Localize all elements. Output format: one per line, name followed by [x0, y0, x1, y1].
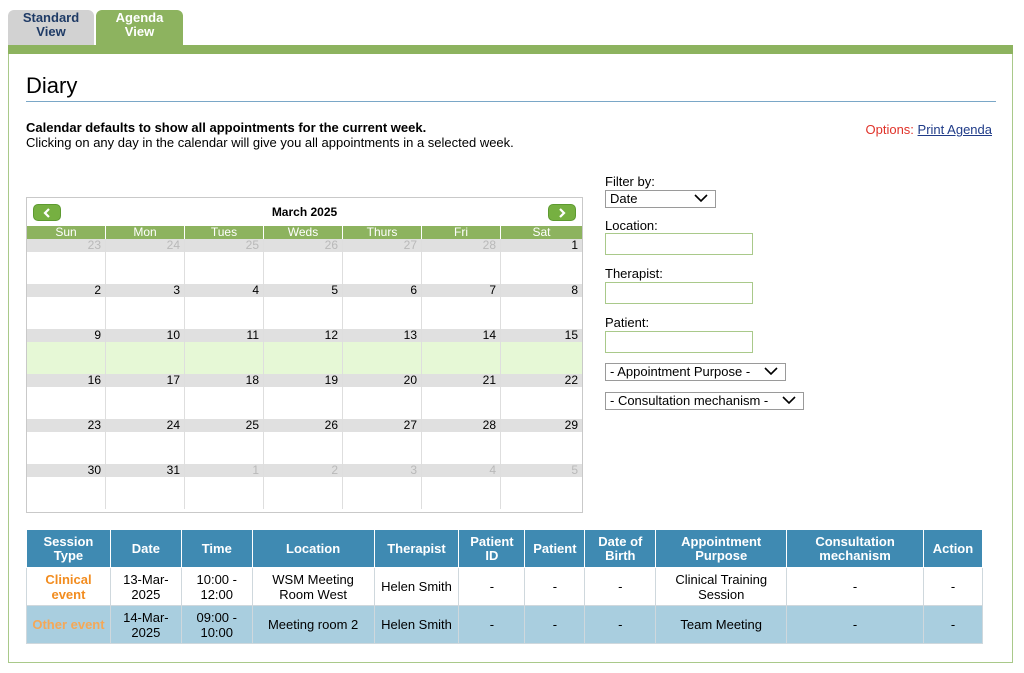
day-number: 7 — [422, 284, 500, 297]
calendar-week[interactable] — [27, 284, 582, 329]
calendar-day[interactable] — [343, 419, 422, 464]
page-title: Diary — [26, 73, 78, 98]
time-cell: 10:00 - 12:00 — [181, 568, 252, 606]
column-header[interactable]: Date of Birth — [585, 530, 656, 568]
day-cell-body — [185, 252, 263, 284]
mechanism-cell: - — [787, 606, 924, 644]
weekday-label: Fri — [422, 226, 501, 239]
tab-standard-view[interactable]: Standard View — [8, 10, 94, 45]
calendar-month: March 2025 — [271, 205, 338, 219]
day-cell-body — [185, 297, 263, 329]
location-cell: Meeting room 2 — [252, 606, 374, 644]
calendar-weekday-header — [27, 226, 582, 239]
tab-agenda-view[interactable]: Agenda View — [96, 10, 183, 45]
day-cell-body — [422, 252, 500, 284]
calendar-week[interactable] — [27, 329, 582, 374]
day-cell-body — [27, 432, 105, 464]
appointments-table — [26, 529, 983, 644]
patient-id-cell: - — [459, 606, 525, 644]
day-cell-body — [343, 432, 421, 464]
day-cell-body — [343, 477, 421, 509]
options — [866, 122, 993, 137]
day-number: 4 — [422, 464, 500, 477]
day-cell-body — [501, 387, 582, 419]
purpose-cell: Clinical Training Session — [656, 568, 787, 606]
mechanism-cell: - — [787, 568, 924, 606]
day-cell-body — [264, 477, 342, 509]
day-number: 10 — [106, 329, 184, 342]
day-number: 24 — [106, 239, 184, 252]
day-cell-body — [27, 387, 105, 419]
purpose-cell: Team Meeting — [656, 606, 787, 644]
day-number: 5 — [264, 284, 342, 297]
weekday-label: Sat — [532, 225, 551, 239]
day-number: 8 — [501, 284, 582, 297]
day-number: 1 — [501, 239, 582, 252]
dob-cell: - — [585, 606, 656, 644]
tab-bar — [8, 45, 1013, 54]
day-cell-body — [343, 342, 421, 374]
calendar-day[interactable] — [501, 419, 582, 464]
day-number: 20 — [343, 374, 421, 387]
calendar-day[interactable] — [501, 374, 582, 419]
weekday-label: Weds — [264, 226, 343, 239]
calendar-week[interactable] — [27, 419, 582, 464]
calendar-day[interactable] — [264, 284, 343, 329]
day-cell-body — [501, 297, 582, 329]
day-cell-body — [422, 297, 500, 329]
calendar-week[interactable] — [27, 239, 582, 284]
calendar-day[interactable] — [264, 329, 343, 374]
action-cell: - — [923, 606, 982, 644]
column-header[interactable]: Time — [181, 530, 252, 568]
chevron-right-icon — [558, 208, 566, 218]
day-cell-body — [264, 252, 342, 284]
day-number: 2 — [264, 464, 342, 477]
calendar-day[interactable] — [422, 284, 501, 329]
title-divider — [26, 101, 996, 102]
print-agenda-link[interactable]: Print Agenda — [917, 122, 992, 137]
day-number: 27 — [343, 239, 421, 252]
day-number: 23 — [27, 239, 105, 252]
calendar-day[interactable] — [501, 464, 582, 509]
day-cell-body — [501, 477, 582, 509]
day-number: 27 — [343, 419, 421, 432]
day-cell-body — [106, 477, 184, 509]
calendar — [26, 197, 583, 513]
day-cell-body — [343, 297, 421, 329]
day-cell-body — [264, 387, 342, 419]
day-cell-body — [422, 477, 500, 509]
patient-label: Patient: — [605, 315, 650, 330]
day-cell-body — [27, 477, 105, 509]
calendar-day[interactable] — [501, 284, 582, 329]
day-number: 30 — [27, 464, 105, 477]
calendar-day[interactable] — [106, 464, 185, 509]
day-cell-body — [27, 297, 105, 329]
calendar-day[interactable] — [264, 374, 343, 419]
weekday-label: Thurs — [343, 226, 422, 239]
calendar-day[interactable] — [185, 419, 264, 464]
table-row[interactable] — [27, 568, 983, 606]
day-number: 16 — [27, 374, 105, 387]
day-number: 26 — [264, 419, 342, 432]
calendar-day[interactable] — [27, 419, 106, 464]
calendar-day[interactable] — [422, 239, 501, 284]
day-number: 5 — [501, 464, 582, 477]
day-cell-body — [264, 342, 342, 374]
day-number: 26 — [264, 239, 342, 252]
day-cell-body — [422, 432, 500, 464]
chevron-down-icon — [781, 394, 797, 406]
session-type-cell[interactable]: Clinical event — [27, 568, 111, 606]
day-number: 17 — [106, 374, 184, 387]
consultation-mechanism-value: - Consultation mechanism - — [610, 393, 769, 408]
therapist-cell: Helen Smith — [374, 568, 459, 606]
calendar-day[interactable] — [264, 464, 343, 509]
day-cell-body — [106, 432, 184, 464]
day-number: 11 — [185, 329, 263, 342]
table-row[interactable] — [27, 606, 983, 644]
therapist-cell: Helen Smith — [374, 606, 459, 644]
day-number: 2 — [27, 284, 105, 297]
day-cell-body — [106, 342, 184, 374]
calendar-day[interactable] — [185, 329, 264, 374]
day-number: 4 — [185, 284, 263, 297]
day-cell-body — [185, 387, 263, 419]
calendar-day[interactable] — [27, 374, 106, 419]
column-header[interactable]: Consultation mechanism — [787, 530, 924, 568]
day-cell-body — [106, 252, 184, 284]
calendar-day[interactable] — [422, 374, 501, 419]
day-number: 28 — [422, 239, 500, 252]
table-header-row — [27, 530, 983, 568]
day-cell-body — [343, 387, 421, 419]
calendar-day[interactable] — [27, 464, 106, 509]
day-number: 22 — [501, 374, 582, 387]
action-cell: - — [923, 568, 982, 606]
column-header[interactable]: Action — [923, 530, 982, 568]
day-number: 3 — [343, 464, 421, 477]
calendar-day[interactable] — [185, 239, 264, 284]
day-cell-body — [106, 297, 184, 329]
calendar-day[interactable] — [501, 239, 582, 284]
day-number: 21 — [422, 374, 500, 387]
calendar-header — [27, 198, 582, 226]
day-number: 13 — [343, 329, 421, 342]
weekday-label: Tues — [185, 226, 264, 239]
calendar-week[interactable] — [27, 374, 582, 419]
day-number: 9 — [27, 329, 105, 342]
appointment-purpose-value: - Appointment Purpose - — [610, 364, 751, 379]
calendar-day[interactable] — [501, 329, 582, 374]
calendar-day[interactable] — [185, 374, 264, 419]
day-cell-body — [264, 297, 342, 329]
options-label: Options: — [865, 122, 914, 137]
calendar-day[interactable] — [343, 239, 422, 284]
day-cell-body — [422, 342, 500, 374]
calendar-day[interactable] — [106, 419, 185, 464]
day-number: 15 — [501, 329, 582, 342]
calendar-week[interactable] — [27, 464, 582, 509]
day-number: 19 — [264, 374, 342, 387]
session-type-cell[interactable]: Other event — [27, 606, 111, 644]
calendar-grid — [27, 239, 582, 509]
calendar-day[interactable] — [422, 464, 501, 509]
day-cell-body — [501, 342, 582, 374]
day-number: 3 — [106, 284, 184, 297]
column-header[interactable]: Therapist — [374, 530, 459, 568]
location-cell: WSM Meeting Room West — [252, 568, 374, 606]
appointment-purpose-select[interactable] — [605, 363, 786, 381]
calendar-day[interactable] — [106, 329, 185, 374]
intro-heading: Calendar defaults to show all appointments for the current week. — [26, 120, 427, 135]
calendar-day[interactable] — [185, 464, 264, 509]
filter-by-value: Date — [610, 191, 638, 206]
column-header[interactable]: Session Type — [27, 530, 111, 568]
day-cell-body — [185, 342, 263, 374]
date-cell: 14-Mar-2025 — [110, 606, 181, 644]
day-cell-body — [501, 252, 582, 284]
day-number: 6 — [343, 284, 421, 297]
weekday-label: Mon — [106, 226, 185, 239]
location-input[interactable] — [605, 233, 753, 255]
patient-input[interactable] — [605, 331, 753, 353]
weekday-label: Sun — [27, 226, 106, 239]
chevron-down-icon — [763, 365, 779, 377]
day-cell-body — [343, 252, 421, 284]
day-cell-body — [185, 477, 263, 509]
column-header[interactable]: Patient — [525, 530, 585, 568]
calendar-day[interactable] — [343, 284, 422, 329]
time-cell: 09:00 - 10:00 — [181, 606, 252, 644]
calendar-day[interactable] — [106, 374, 185, 419]
day-cell-body — [185, 432, 263, 464]
calendar-day[interactable] — [343, 464, 422, 509]
dob-cell: - — [585, 568, 656, 606]
patient-cell: - — [525, 606, 585, 644]
location-label: Location: — [605, 218, 658, 233]
day-cell-body — [27, 342, 105, 374]
day-cell-body — [27, 252, 105, 284]
column-header[interactable]: Location — [252, 530, 374, 568]
day-number: 12 — [264, 329, 342, 342]
view-tabs — [8, 10, 183, 45]
calendar-day[interactable] — [27, 329, 106, 374]
calendar-day[interactable] — [343, 329, 422, 374]
day-number: 24 — [106, 419, 184, 432]
patient-cell: - — [525, 568, 585, 606]
column-header[interactable]: Date — [110, 530, 181, 568]
calendar-day[interactable] — [264, 419, 343, 464]
calendar-day[interactable] — [422, 329, 501, 374]
calendar-day[interactable] — [343, 374, 422, 419]
filter-by-label: Filter by: — [605, 174, 655, 189]
calendar-day[interactable] — [27, 284, 106, 329]
column-header[interactable]: Patient ID — [459, 530, 525, 568]
intro-text: Clicking on any day in the calendar will give you all appointments in a selected week. — [26, 135, 514, 150]
day-number: 31 — [106, 464, 184, 477]
calendar-day[interactable] — [185, 284, 264, 329]
day-number: 25 — [185, 239, 263, 252]
calendar-day[interactable] — [106, 239, 185, 284]
filter-by-select[interactable] — [605, 190, 716, 208]
calendar-day[interactable] — [106, 284, 185, 329]
patient-id-cell: - — [459, 568, 525, 606]
day-cell-body — [264, 432, 342, 464]
calendar-day[interactable] — [422, 419, 501, 464]
day-number: 18 — [185, 374, 263, 387]
column-header[interactable]: Appointment Purpose — [656, 530, 787, 568]
day-number: 23 — [27, 419, 105, 432]
chevron-down-icon — [693, 192, 709, 204]
therapist-input[interactable] — [605, 282, 753, 304]
consultation-mechanism-select[interactable] — [605, 392, 804, 410]
calendar-day[interactable] — [264, 239, 343, 284]
day-number: 28 — [422, 419, 500, 432]
day-number: 29 — [501, 419, 582, 432]
day-cell-body — [501, 432, 582, 464]
day-number: 14 — [422, 329, 500, 342]
day-cell-body — [106, 387, 184, 419]
day-number: 1 — [185, 464, 263, 477]
day-number: 25 — [185, 419, 263, 432]
calendar-day[interactable] — [27, 239, 106, 284]
therapist-label: Therapist: — [605, 266, 663, 281]
next-month-button[interactable] — [548, 204, 576, 221]
day-cell-body — [422, 387, 500, 419]
date-cell: 13-Mar-2025 — [110, 568, 181, 606]
